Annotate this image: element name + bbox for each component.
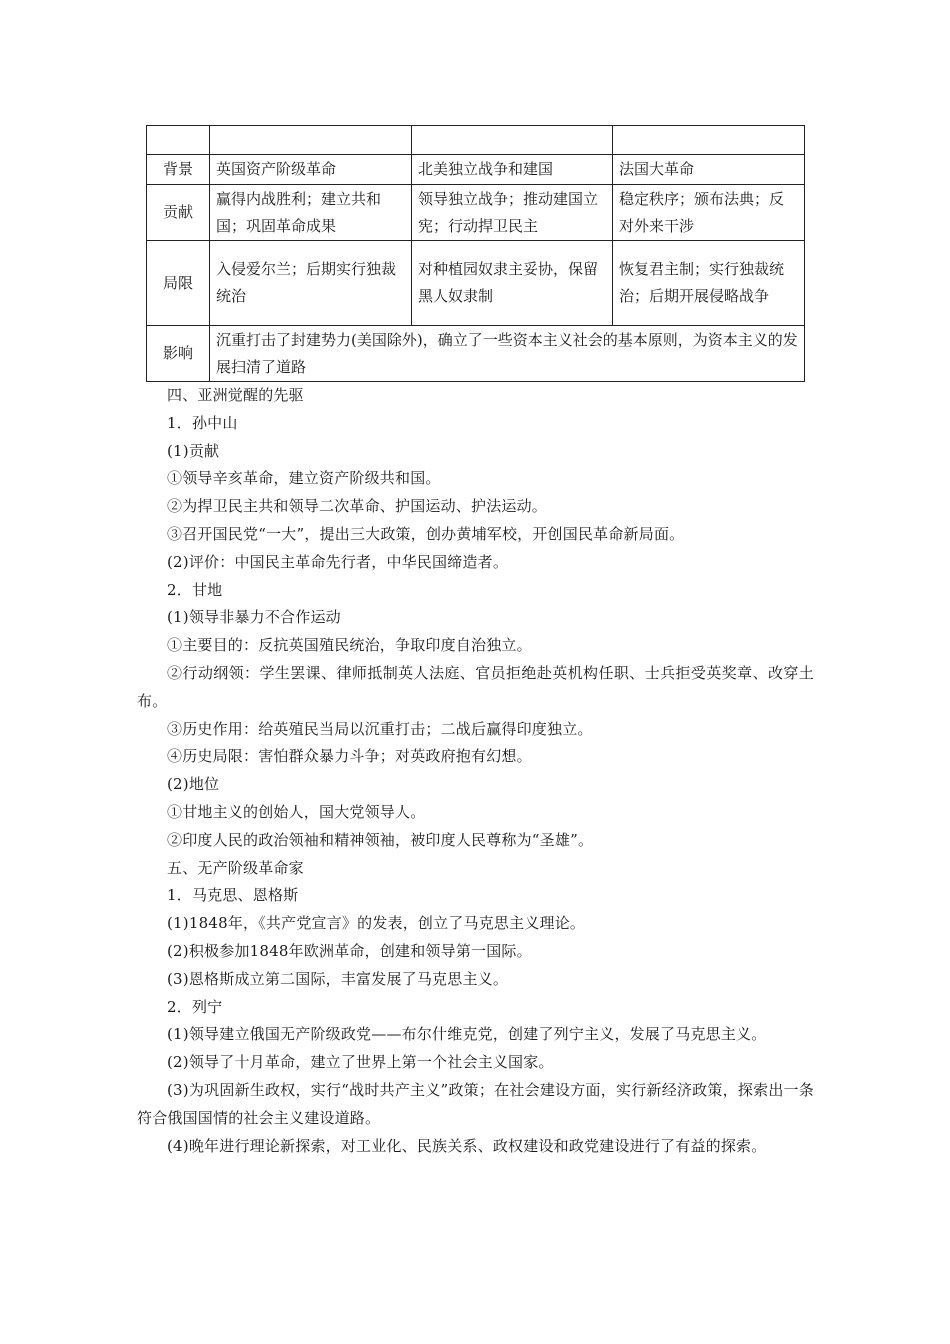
paragraph: (2)领导了十月革命，建立了世界上第一个社会主义国家。 [167, 1053, 554, 1072]
table-row [147, 185, 805, 241]
paragraph: (3)为巩固新生政权，实行“战时共产主义”政策；在社会建设方面，实行新经济政策，探索出一条符合俄国国情的社会主义建设道路。 [137, 1080, 814, 1127]
row-label: 影响 [147, 326, 210, 382]
paragraph: (1)领导非暴力不合作运动 [167, 608, 341, 627]
table-row [147, 326, 805, 382]
section-heading: 五、无产阶级革命家 [167, 858, 304, 877]
paragraph: ②行动纲领：学生罢课、律师抵制英人法庭、官员拒绝赴英机构任职、士兵拒受英奖章、改穿土布。 [137, 663, 814, 710]
paragraph: (2)地位 [167, 775, 220, 794]
paragraph: (2)积极参加1848年欧洲革命，创建和领导第一国际。 [167, 941, 532, 960]
paragraph: ②为捍卫民主共和领导二次革命、护国运动、护法运动。 [167, 497, 548, 516]
paragraph: (2)评价：中国民主革命先行者，中华民国缔造者。 [167, 552, 509, 571]
paragraph: ③召开国民党“一大”，提出三大政策，创办黄埔军校，开创国民革命新局面。 [167, 524, 685, 543]
table-cell: 英国资产阶级革命 [210, 155, 412, 185]
row-label: 背景 [147, 155, 210, 185]
subheading: 2．列宁 [167, 997, 223, 1016]
table-cell: 对种植园奴隶主妥协，保留黑人奴隶制 [412, 241, 613, 326]
paragraph: ①主要目的：反抗英国殖民统治，争取印度自治独立。 [167, 636, 532, 655]
subheading: 1．马克思、恩格斯 [167, 886, 299, 905]
table-cell: 北美独立战争和建国 [412, 155, 613, 185]
row-label: 局限 [147, 241, 210, 326]
table-row [147, 155, 805, 185]
paragraph: ④历史局限：害怕群众暴力斗争；对英政府抱有幻想。 [167, 747, 532, 766]
comparison-table [146, 125, 805, 382]
row-label: 贡献 [147, 185, 210, 241]
section-heading: 四、亚洲觉醒的先驱 [167, 386, 304, 404]
paragraph: ①领导辛亥革命，建立资产阶级共和国。 [167, 469, 441, 488]
table-cell: 恢复君主制；实行独裁统治；后期开展侵略战争 [613, 241, 805, 326]
paragraph: ②印度人民的政治领袖和精神领袖，被印度人民尊称为“圣雄”。 [167, 830, 594, 849]
table-header-cell [613, 126, 805, 155]
table-header-cell [412, 126, 613, 155]
subheading: 2．甘地 [167, 580, 223, 599]
paragraph: (1)领导建立俄国无产阶级政党——布尔什维克党，创建了列宁主义，发展了马克思主义。 [167, 1025, 767, 1044]
paragraph: (3)恩格斯成立第二国际，丰富发展了马克思主义。 [167, 969, 509, 988]
table-header-cell [147, 126, 210, 155]
table-cell: 领导独立战争；推动建国立宪；行动捍卫民主 [412, 185, 613, 241]
table-cell: 入侵爱尔兰；后期实行独裁统治 [210, 241, 412, 326]
paragraph: (4)晚年进行理论新探索，对工业化、民族关系、政权建设和政党建设进行了有益的探索。 [167, 1136, 767, 1155]
table-cell: 稳定秩序；颁布法典；反对外来干涉 [613, 185, 805, 241]
paragraph: (1)1848年，《共产党宣言》的发表，创立了马克思主义理论。 [167, 914, 586, 933]
table-merged-cell: 沉重打击了封建势力(美国除外)，确立了一些资本主义社会的基本原则，为资本主义的发展扫清了道路 [210, 326, 805, 382]
paragraph: (1)贡献 [167, 441, 220, 460]
table-row [147, 241, 805, 326]
table-header-row [147, 126, 805, 155]
paragraph: ①甘地主义的创始人，国大党领导人。 [167, 802, 426, 821]
table-cell: 赢得内战胜利；建立共和国；巩固革命成果 [210, 185, 412, 241]
paragraph: ③历史作用：给英殖民当局以沉重打击；二战后赢得印度独立。 [167, 719, 593, 738]
table-header-cell [210, 126, 412, 155]
subheading: 1．孙中山 [167, 413, 238, 432]
body-text [137, 382, 814, 1160]
table-cell: 法国大革命 [613, 155, 805, 185]
